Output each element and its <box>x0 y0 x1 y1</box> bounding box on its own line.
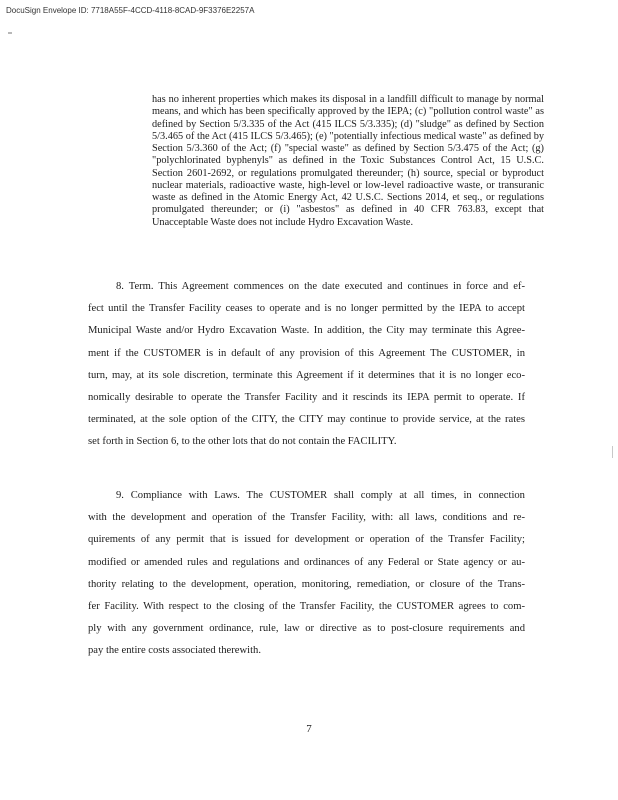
section-8-heading: 8. Term. <box>116 281 154 292</box>
section-8-text: This Agreement commences on the date executed and continues in force and ef- <box>158 281 525 292</box>
section-8-line: terminated, at the sole option of the CITY, the CITY may continue to provide service, at the rates <box>88 414 525 426</box>
section-9-line: with the development and operation of the Transfer Facility, with: all laws, conditions and re- <box>88 512 525 524</box>
section-8-term <box>88 276 525 454</box>
section-8-line: nomically desirable to operate the Transfer Facility and it rescinds its IEPA permit to operate. If <box>88 391 525 403</box>
section-8-line: set forth in Section 6, to the other lots that do not contain the FACILITY. <box>88 436 397 448</box>
section-9-line: pay the entire costs associated therewith. <box>88 645 261 657</box>
section-8-line <box>88 276 525 298</box>
section-8-line: turn, may, at its sole discretion, terminate this Agreement if it determines that it is no longer eco- <box>88 369 525 381</box>
scan-mark-right <box>612 446 613 458</box>
section-9-text: The CUSTOMER shall comply at all times, in connection <box>246 490 525 501</box>
section-9-line <box>88 485 525 507</box>
section-9-compliance-with-laws <box>88 485 525 663</box>
scan-mark <box>8 32 12 34</box>
section-9-heading: 9. Compliance with Laws. <box>116 490 240 501</box>
section-9-line: quirements of any permit that is issued for development or operation of the Transfer Facility; <box>88 534 525 546</box>
section-9-line: thority relating to the development, operation, monitoring, remediation, or closure of the Trans- <box>88 578 525 590</box>
docusign-envelope-id: DocuSign Envelope ID: 7718A55F-4CCD-4118-8CAD-9F3376E2257A <box>6 6 255 15</box>
section-9-line: fer Facility. With respect to the closing of the Transfer Facility, the CUSTOMER agrees to com- <box>88 600 525 612</box>
section-8-line: Municipal Waste and/or Hydro Excavation Waste. In addition, the City may terminate this Agree- <box>88 325 525 337</box>
section-8-line: fect until the Transfer Facility ceases to operate and is no longer permitted by the IEPA to accept <box>88 303 525 315</box>
section-9-line: ply with any government ordinance, rule, law or directive as to post-closure requirements and <box>88 623 525 635</box>
section-8-line: ment if the CUSTOMER is in default of any provision of this Agreement The CUSTOMER, in <box>88 347 525 359</box>
page-number: 7 <box>306 723 312 735</box>
section-9-line: modified or amended rules and regulations and ordinances of any Federal or State agency or au- <box>88 556 525 568</box>
unacceptable-waste-definition-continuation: has no inherent properties which makes its disposal in a landfill difficult to manage by normal means, and which has been specifically approved by the IEPA; (c) "pollution control waste" as defined by Section 5/3.335 of the Act (415 ILCS 5/3.335); (d) "sludge" as defined by Section 5/3.465 of the Act (415 ILCS 5/3.465); (e) "potentially infectious medical waste" as defined by Section 5/3.360 of the Act; (f) "special waste" as defined by Section 5/3.475 of the Act; (g) "polychlorinated byphenyls" as defined in the Toxic Substances Control Act, 15 U.S.C. Section 2601-2692, or regulations promulgated thereunder; (h) source, special or byproduct nuclear materials, radioactive waste, high-level or low-level radioactive waste, or transuranic waste as defined in the Atomic Energy Act, 42 U.S.C. Sections 2014, et seq., or regulations promulgated thereunder; or (i) "asbestos" as defined in 40 CFR 763.83, except that Unacceptable Waste does not include Hydro Excavation Waste. <box>152 94 544 228</box>
